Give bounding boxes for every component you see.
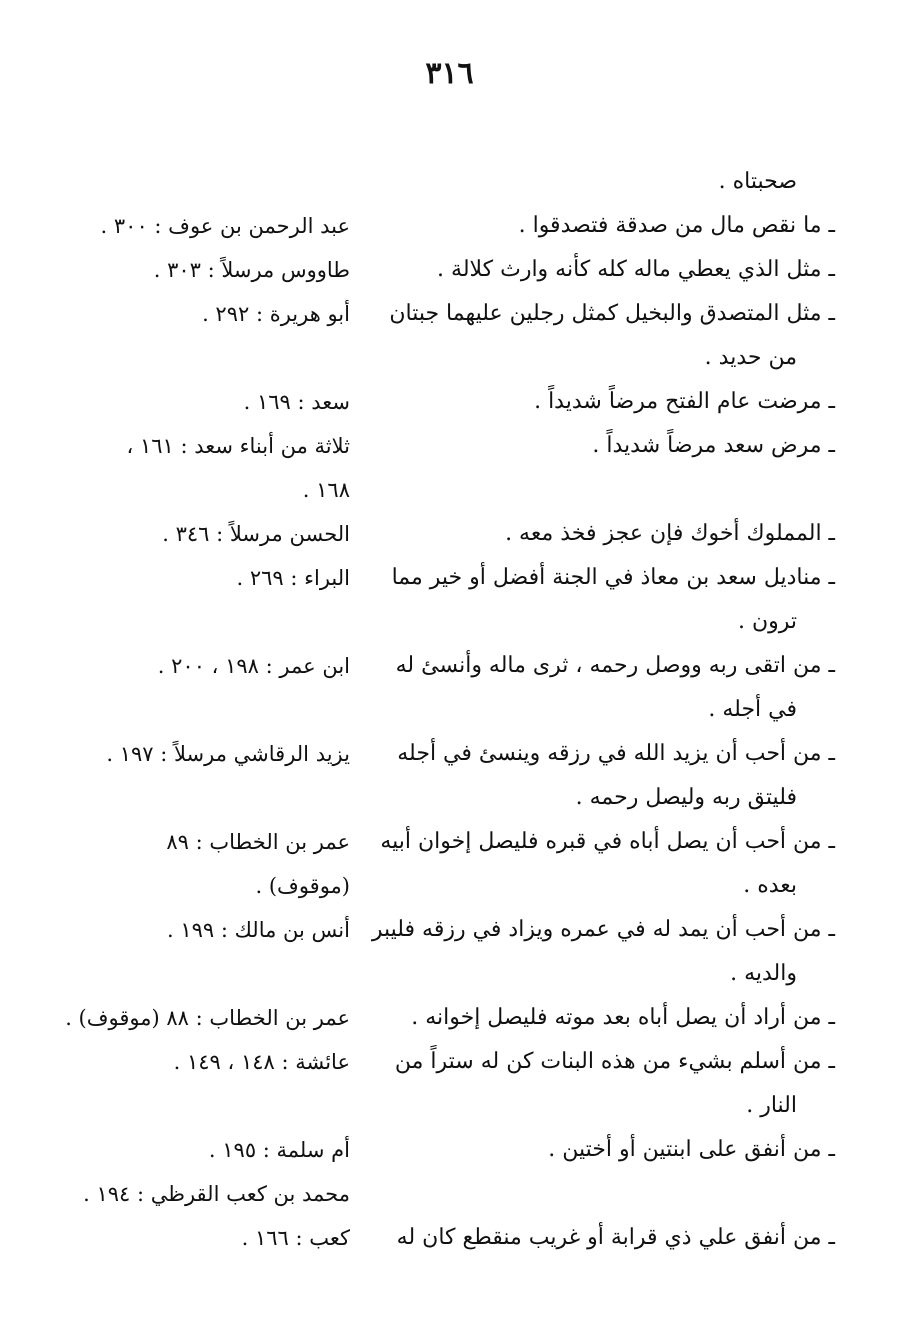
hadith-text — [370, 556, 835, 644]
index-entry — [60, 160, 835, 204]
narrator-reference-line: الحسن مرسلاً : ٣٤٦ . — [162, 522, 350, 546]
hadith-text-line: ـ من أراد أن يصل أباه بعد موته فليصل إخوانه . — [411, 1005, 835, 1030]
index-entry — [60, 1216, 835, 1260]
narrator-reference-line: ثلاثة من أبناء سعد : ١٦١ ، — [126, 434, 350, 458]
narrator-reference-line: طاووس مرسلاً : ٣٠٣ . — [153, 258, 350, 282]
narrator-reference-line: عائشة : ١٤٨ ، ١٤٩ . — [173, 1050, 350, 1074]
index-entry — [60, 820, 835, 908]
hadith-text — [370, 732, 835, 820]
hadith-text-line: من حديد . — [704, 345, 797, 370]
hadith-text-line: ـ من أحب أن يصل أباه في قبره فليصل إخوان أبيه — [380, 829, 835, 854]
hadith-text — [370, 160, 835, 204]
hadith-text-line: ـ المملوك أخوك فإن عجز فخذ معه . — [505, 521, 835, 546]
hadith-text-line: والديه . — [730, 961, 797, 986]
hadith-text-line: ـ ما نقص مال من صدقة فتصدقوا . — [518, 213, 835, 238]
hadith-text-line: ـ مرض سعد مرضاً شديداً . — [592, 433, 835, 458]
index-entry — [60, 248, 835, 292]
hadith-text — [370, 908, 835, 996]
hadith-text-line: ـ مثل الذي يعطي ماله كله كأنه وارث كلالة . — [437, 257, 835, 282]
hadith-text — [370, 204, 835, 248]
hadith-text — [370, 292, 835, 380]
narrator-reference-line: أنس بن مالك : ١٩٩ . — [166, 918, 350, 942]
narrator-reference — [60, 1128, 370, 1216]
hadith-text-line: فليتق ربه وليصل رحمه . — [575, 785, 797, 810]
narrator-reference — [60, 424, 370, 512]
index-entry — [60, 996, 835, 1040]
narrator-reference — [60, 820, 370, 908]
narrator-reference-line: البراء : ٢٦٩ . — [236, 566, 350, 590]
index-entry — [60, 556, 835, 644]
index-entry — [60, 1128, 835, 1216]
hadith-text-line: ـ من أنفق على ابنتين أو أختين . — [548, 1137, 835, 1162]
narrator-reference-line: عمر بن الخطاب : ٨٩ — [166, 830, 350, 854]
hadith-text-line: ـ من أنفق علي ذي قرابة أو غريب منقطع كان له — [396, 1225, 835, 1250]
hadith-text — [370, 1216, 835, 1260]
index-entry — [60, 380, 835, 424]
hadith-text — [370, 820, 835, 908]
hadith-text — [370, 248, 835, 292]
index-entry — [60, 292, 835, 380]
hadith-text — [370, 380, 835, 424]
hadith-text-line: ـ من أحب أن يمد له في عمره ويزاد في رزقه فليبر — [371, 917, 835, 942]
hadith-text-line: صحبتاه . — [718, 169, 797, 194]
narrator-reference — [60, 732, 370, 776]
narrator-reference-line: كعب : ١٦٦ . — [241, 1226, 350, 1250]
narrator-reference — [60, 292, 370, 336]
hadith-text-line: ـ مناديل سعد بن معاذ في الجنة أفضل أو خير مما — [391, 565, 835, 590]
narrator-reference — [60, 1216, 370, 1260]
hadith-text — [370, 424, 835, 468]
hadith-text-line: ترون . — [737, 609, 797, 634]
hadith-text-line: النار . — [746, 1093, 797, 1118]
narrator-reference — [60, 1040, 370, 1084]
page-number: ٣١٦ — [425, 56, 474, 91]
hadith-index-list — [60, 160, 835, 1260]
index-entry — [60, 1040, 835, 1128]
narrator-reference-line: (موقوف) . — [255, 874, 350, 898]
hadith-text — [370, 644, 835, 732]
hadith-text — [370, 996, 835, 1040]
hadith-text — [370, 512, 835, 556]
narrator-reference — [60, 996, 370, 1040]
narrator-reference-line: سعد : ١٦٩ . — [243, 390, 350, 414]
hadith-text — [370, 1128, 835, 1172]
narrator-reference-line: يزيد الرقاشي مرسلاً : ١٩٧ . — [106, 742, 350, 766]
hadith-text-line: ـ من أحب أن يزيد الله في رزقه وينسئ في أجله — [397, 741, 835, 766]
narrator-reference — [60, 512, 370, 556]
narrator-reference — [60, 380, 370, 424]
hadith-text-line: بعده . — [743, 873, 797, 898]
narrator-reference-line: أم سلمة : ١٩٥ . — [208, 1138, 350, 1162]
index-entry — [60, 908, 835, 996]
hadith-text-line: ـ من اتقى ربه ووصل رحمه ، ثرى ماله وأنسئ له — [395, 653, 835, 678]
narrator-reference-line: ابن عمر : ١٩٨ ، ٢٠٠ . — [157, 654, 350, 678]
hadith-text — [370, 1040, 835, 1128]
narrator-reference-line: أبو هريرة : ٢٩٢ . — [202, 302, 350, 326]
index-entry — [60, 732, 835, 820]
index-entry — [60, 644, 835, 732]
hadith-text-line: ـ مرضت عام الفتح مرضاً شديداً . — [534, 389, 835, 414]
narrator-reference — [60, 556, 370, 600]
hadith-text-line: ـ مثل المتصدق والبخيل كمثل رجلين عليهما جبتان — [389, 301, 835, 326]
hadith-text-line: ـ من أسلم بشيء من هذه البنات كن له ستراً من — [394, 1049, 835, 1074]
index-entry — [60, 204, 835, 248]
index-entry — [60, 512, 835, 556]
narrator-reference — [60, 204, 370, 248]
narrator-reference — [60, 248, 370, 292]
narrator-reference — [60, 908, 370, 952]
narrator-reference — [60, 644, 370, 688]
narrator-reference-line: عبد الرحمن بن عوف : ٣٠٠ . — [100, 214, 350, 238]
hadith-text-line: في أجله . — [708, 697, 797, 722]
narrator-reference-line: محمد بن كعب القرظي : ١٩٤ . — [83, 1182, 350, 1206]
narrator-reference-line: عمر بن الخطاب : ٨٨ (موقوف) . — [65, 1006, 350, 1030]
index-entry — [60, 424, 835, 512]
narrator-reference-line: ١٦٨ . — [302, 478, 350, 502]
